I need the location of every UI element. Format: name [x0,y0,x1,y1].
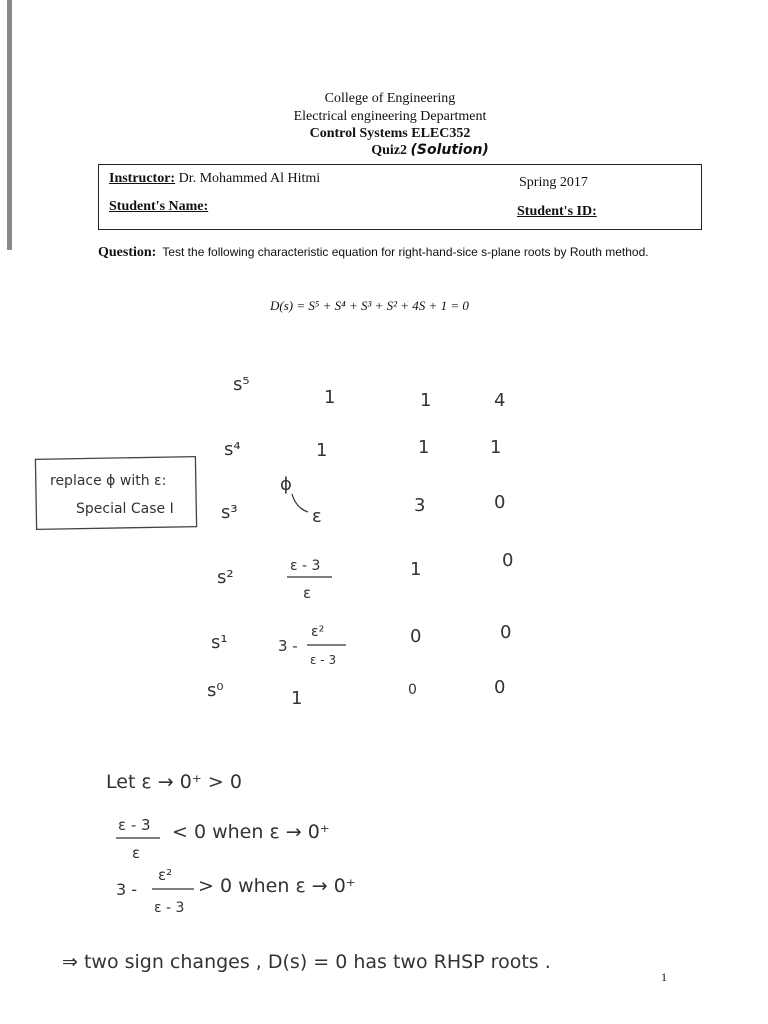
line3-numerator: ε² [158,866,173,884]
special-case-box [35,457,196,530]
student-name-label: Student's Name: [109,199,209,214]
routh-cell: ε [312,506,322,527]
question-label: Question: [98,245,157,260]
routh-power-s1: s¹ [211,632,228,653]
routh-cell: 0 [410,626,422,647]
routh-cell: 1 [410,559,422,580]
instructor-label: Instructor: [109,171,176,186]
quiz-label: Quiz2 [371,143,407,158]
routh-cell: 1 [324,387,336,408]
routh-cell-numerator: ε - 3 [290,558,321,574]
line3-prefix: 3 - [116,880,138,899]
routh-phi: ϕ [280,474,292,495]
routh-power-s0: s⁰ [207,680,224,701]
college-title: College of Engineering [324,91,456,106]
routh-cell-numerator: ε² [311,624,325,640]
course-title: Control Systems ELEC352 [309,126,471,141]
routh-power-s2: s² [217,567,234,588]
routh-cell-denominator: ε - 3 [310,653,337,667]
line2-numerator: ε - 3 [118,816,151,834]
routh-cell-prefix: 3 - [278,637,298,655]
routh-cell: 0 [494,492,506,513]
student-id-label: Student's ID: [517,204,597,219]
department-title: Electrical engineering Department [293,109,487,124]
term: Spring 2017 [519,175,588,190]
routh-cell: 0 [494,677,506,698]
line2-denominator: ε [132,844,141,862]
routh-power-s5: s⁵ [233,374,250,395]
special-case-note: replace ϕ with ε: [50,473,167,489]
routh-cell: 1 [291,688,303,709]
routh-cell: 0 [502,550,514,571]
routh-cell: 0 [408,682,417,698]
line3-denominator: ε - 3 [154,900,185,916]
phi-arrow [292,494,308,512]
routh-power-s3: s³ [221,502,238,523]
routh-cell: 1 [420,390,432,411]
solution-note: (Solution) [410,142,489,158]
routh-power-s4: s⁴ [224,439,241,460]
question-text: Test the following characteristic equation for right-hand-sice s-plane roots by Routh method. [162,245,649,259]
limit-assumption: Let ε → 0⁺ > 0 [106,771,242,793]
routh-cell-denominator: ε [303,584,312,602]
routh-cell: 4 [494,390,506,411]
page-number: 1 [661,970,667,984]
routh-cell: 1 [490,437,502,458]
characteristic-equation: D(s) = S⁵ + S⁴ + S³ + S² + 4S + 1 = 0 [270,298,469,313]
routh-cell: 0 [500,622,512,643]
routh-cell: 1 [418,437,430,458]
routh-cell: 1 [316,440,328,461]
routh-cell: 3 [414,495,426,516]
conclusion: ⇒ two sign changes , D(s) = 0 has two RHSP roots . [62,951,551,973]
instructor-name: Dr. Mohammed Al Hitmi [178,171,321,186]
line3-statement: > 0 when ε → 0⁺ [198,875,356,897]
special-case-label: Special Case I [76,501,174,517]
line2-statement: < 0 when ε → 0⁺ [172,821,330,843]
